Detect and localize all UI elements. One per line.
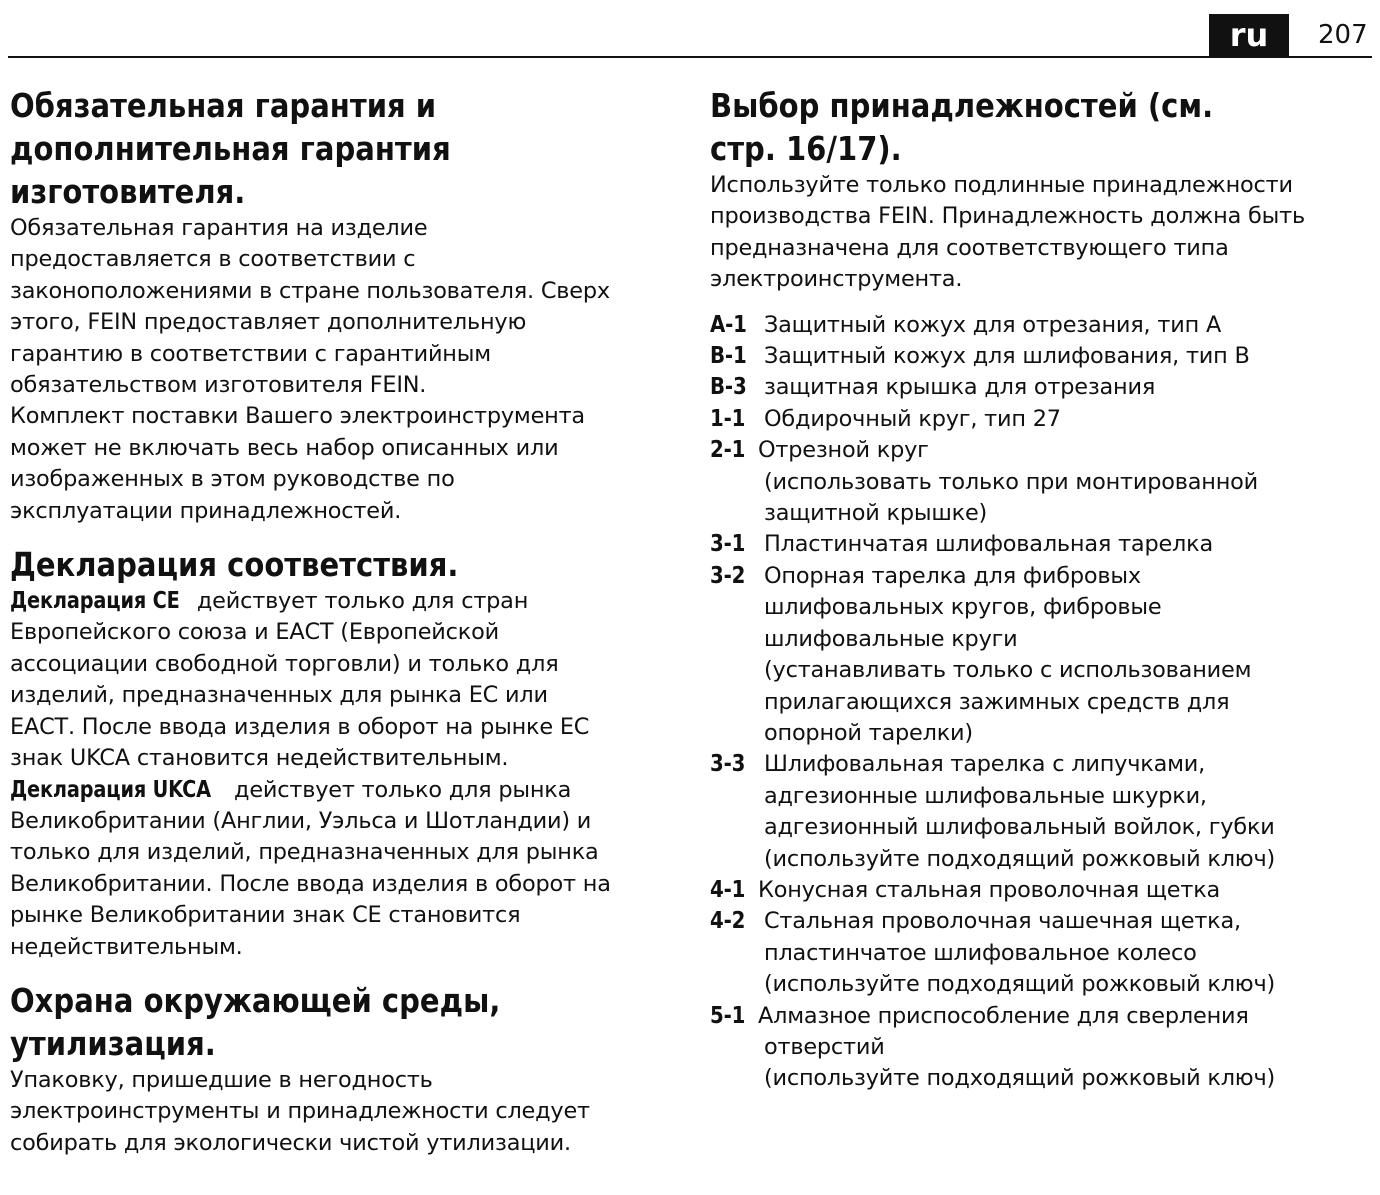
accessory-line: Защитный кожух для отрезания, тип A (764, 311, 1222, 338)
accessory-line: Алмазное приспособление для сверления (758, 1002, 1249, 1029)
accessories-section (710, 84, 1374, 1095)
text-line (10, 775, 670, 806)
language-badge: ru (1209, 14, 1289, 57)
accessory-code: 1-1 (710, 405, 746, 432)
environment-heading (10, 979, 672, 1065)
header-rule (8, 56, 1372, 58)
accessory-line: адгезионные шлифовальные шкурки, (764, 782, 1207, 809)
accessory-item (710, 1001, 1374, 1095)
accessory-line: Отрезной круг (758, 437, 929, 464)
warranty-heading-line: дополнительная гарантия (10, 129, 451, 168)
text-line: рынке Великобритании знак CE становится (10, 902, 521, 929)
accessory-item (710, 561, 1374, 749)
page-number: 207 (1318, 20, 1368, 50)
environment-heading-line: Охрана окружающей среды, (10, 980, 501, 1020)
accessory-line: пластинчатое шлифовальное колесо (764, 939, 1197, 966)
conformity-section (10, 543, 670, 963)
accessory-line: опорной тарелки) (764, 719, 973, 746)
accessory-code: 4-2 (710, 908, 746, 935)
left-column (10, 84, 670, 1159)
environment-paragraph (10, 1065, 670, 1159)
accessory-line: прилагающихся зажимных средств для (764, 688, 1230, 715)
accessory-item (710, 372, 1374, 403)
accessory-line: Защитный кожух для шлифования, тип B (764, 343, 1250, 370)
text-line: законоположениями в стране пользователя. Сверх (10, 277, 610, 304)
text-line: знак UKCA становится недействительным. (10, 745, 509, 772)
conformity-heading: Декларация соответствия. (10, 545, 459, 585)
text-line: эксплуатации принадлежностей. (10, 497, 402, 524)
warranty-section (10, 84, 670, 527)
accessory-code: 5-1 (710, 1002, 746, 1029)
warranty-heading-line: Обязательная гарантия и (10, 86, 437, 125)
text-line: ассоциации свободной торговли) и только для (10, 650, 559, 677)
accessory-line: (устанавливать только с использованием (764, 657, 1252, 684)
accessory-item (710, 341, 1374, 372)
text-line: изображенных в этом руководстве по (10, 466, 455, 493)
text-line: обязательством изготовителя FEIN. (10, 372, 427, 399)
accessory-item (710, 749, 1374, 875)
accessory-line: (использовать только при монтированной (764, 468, 1259, 495)
accessories-heading-line: стр. 16/17). (710, 129, 902, 168)
text-line: недействительным. (10, 933, 243, 960)
text-line: собирать для экологически чистой утилизации. (10, 1129, 571, 1156)
text-line: ЕАСТ. После ввода изделия в оборот на рынке ЕС (10, 713, 590, 740)
accessory-list (710, 310, 1374, 1095)
warranty-paragraph (10, 213, 670, 527)
right-column (710, 84, 1374, 1095)
text-line: Используйте только подлинные принадлежности (710, 172, 1293, 198)
accessory-item (710, 906, 1374, 1000)
accessory-code: 3-3 (710, 751, 746, 778)
accessory-line: Обдирочный круг, тип 27 (764, 405, 1061, 432)
accessory-code: A-1 (710, 311, 747, 338)
accessory-line: (используйте подходящий рожковый ключ) (764, 845, 1276, 872)
text-line: этого, FEIN предоставляет дополнительную (10, 309, 527, 336)
accessories-heading-line: Выбор принадлежностей (см. (710, 86, 1214, 125)
accessory-line: Опорная тарелка для фибровых (764, 562, 1141, 589)
text-line: производства FEIN. Принадлежность должна быть (710, 203, 1305, 230)
environment-section (10, 979, 670, 1159)
accessory-code: B-3 (710, 374, 747, 401)
accessory-line: шлифовальные круги (764, 625, 1018, 652)
text-line: может не включать весь набор описанных или (10, 434, 559, 461)
accessory-line: Пластинчатая шлифовальная тарелка (764, 531, 1213, 558)
ukca-declaration-lead: Декларация UKCA (10, 776, 211, 803)
ukca-declaration-paragraph (10, 775, 670, 963)
ce-declaration-lead: Декларация CE (10, 588, 180, 615)
accessory-line: защитная крышка для отрезания (764, 374, 1156, 401)
accessories-intro (710, 170, 1374, 296)
ce-declaration-paragraph (10, 586, 670, 774)
accessory-line: отверстий (764, 1033, 885, 1060)
text-line: Великобритании (Англии, Уэльса и Шотландии) и (10, 807, 592, 834)
text-line: Комплект поставки Вашего электроинструмента (10, 403, 585, 430)
accessory-line: Стальная проволочная чашечная щетка, (764, 908, 1241, 935)
accessory-line: (используйте подходящий рожковый ключ) (764, 1065, 1276, 1092)
ce-first-line-rest: действует только для стран (189, 588, 529, 615)
text-line: предоставляется в соответствии с (10, 246, 416, 273)
environment-heading-line: утилизация. (10, 1023, 216, 1063)
accessory-line: адгезионный шлифовальный войлок, губки (764, 814, 1275, 841)
accessory-item (710, 529, 1374, 560)
text-line: предназначена для соответствующего типа (710, 234, 1229, 261)
accessory-line: Конусная стальная проволочная щетка (758, 876, 1221, 903)
text-line: Обязательная гарантия на изделие (10, 215, 428, 241)
ukca-first-line-rest: действует только для рынка (227, 776, 572, 803)
accessory-item (710, 875, 1374, 906)
accessory-code: B-1 (710, 343, 747, 370)
text-line: Великобритании. После ввода изделия в оборот на (10, 870, 611, 897)
text-line: изделий, предназначенных для рынка ЕС или (10, 682, 548, 709)
accessory-line: (используйте подходящий рожковый ключ) (764, 971, 1276, 998)
accessory-code: 4-1 (710, 876, 746, 903)
warranty-heading-line: изготовителя. (10, 172, 246, 211)
accessory-item (710, 310, 1374, 341)
text-line (10, 586, 670, 617)
accessory-code: 3-1 (710, 531, 746, 558)
accessory-line: защитной крышке) (764, 500, 988, 527)
accessory-code: 3-2 (710, 562, 746, 589)
accessory-item (710, 435, 1374, 529)
accessories-heading (710, 84, 1376, 170)
accessory-line: шлифовальных кругов, фибровые (764, 594, 1162, 621)
text-line: Упаковку, пришедшие в негодность (10, 1066, 433, 1093)
warranty-heading (10, 84, 672, 213)
accessory-code: 2-1 (710, 437, 746, 464)
text-line: только для изделий, предназначенных для рынка (10, 839, 599, 866)
text-line: гарантию в соответствии с гарантийным (10, 340, 491, 367)
accessory-item (710, 404, 1374, 435)
text-line: электроинструмента. (710, 266, 963, 293)
text-line: электроинструменты и принадлежности следует (10, 1098, 590, 1125)
accessory-line: Шлифовальная тарелка с липучками, (764, 751, 1206, 778)
text-line: Европейского союза и ЕАСТ (Европейской (10, 619, 499, 646)
